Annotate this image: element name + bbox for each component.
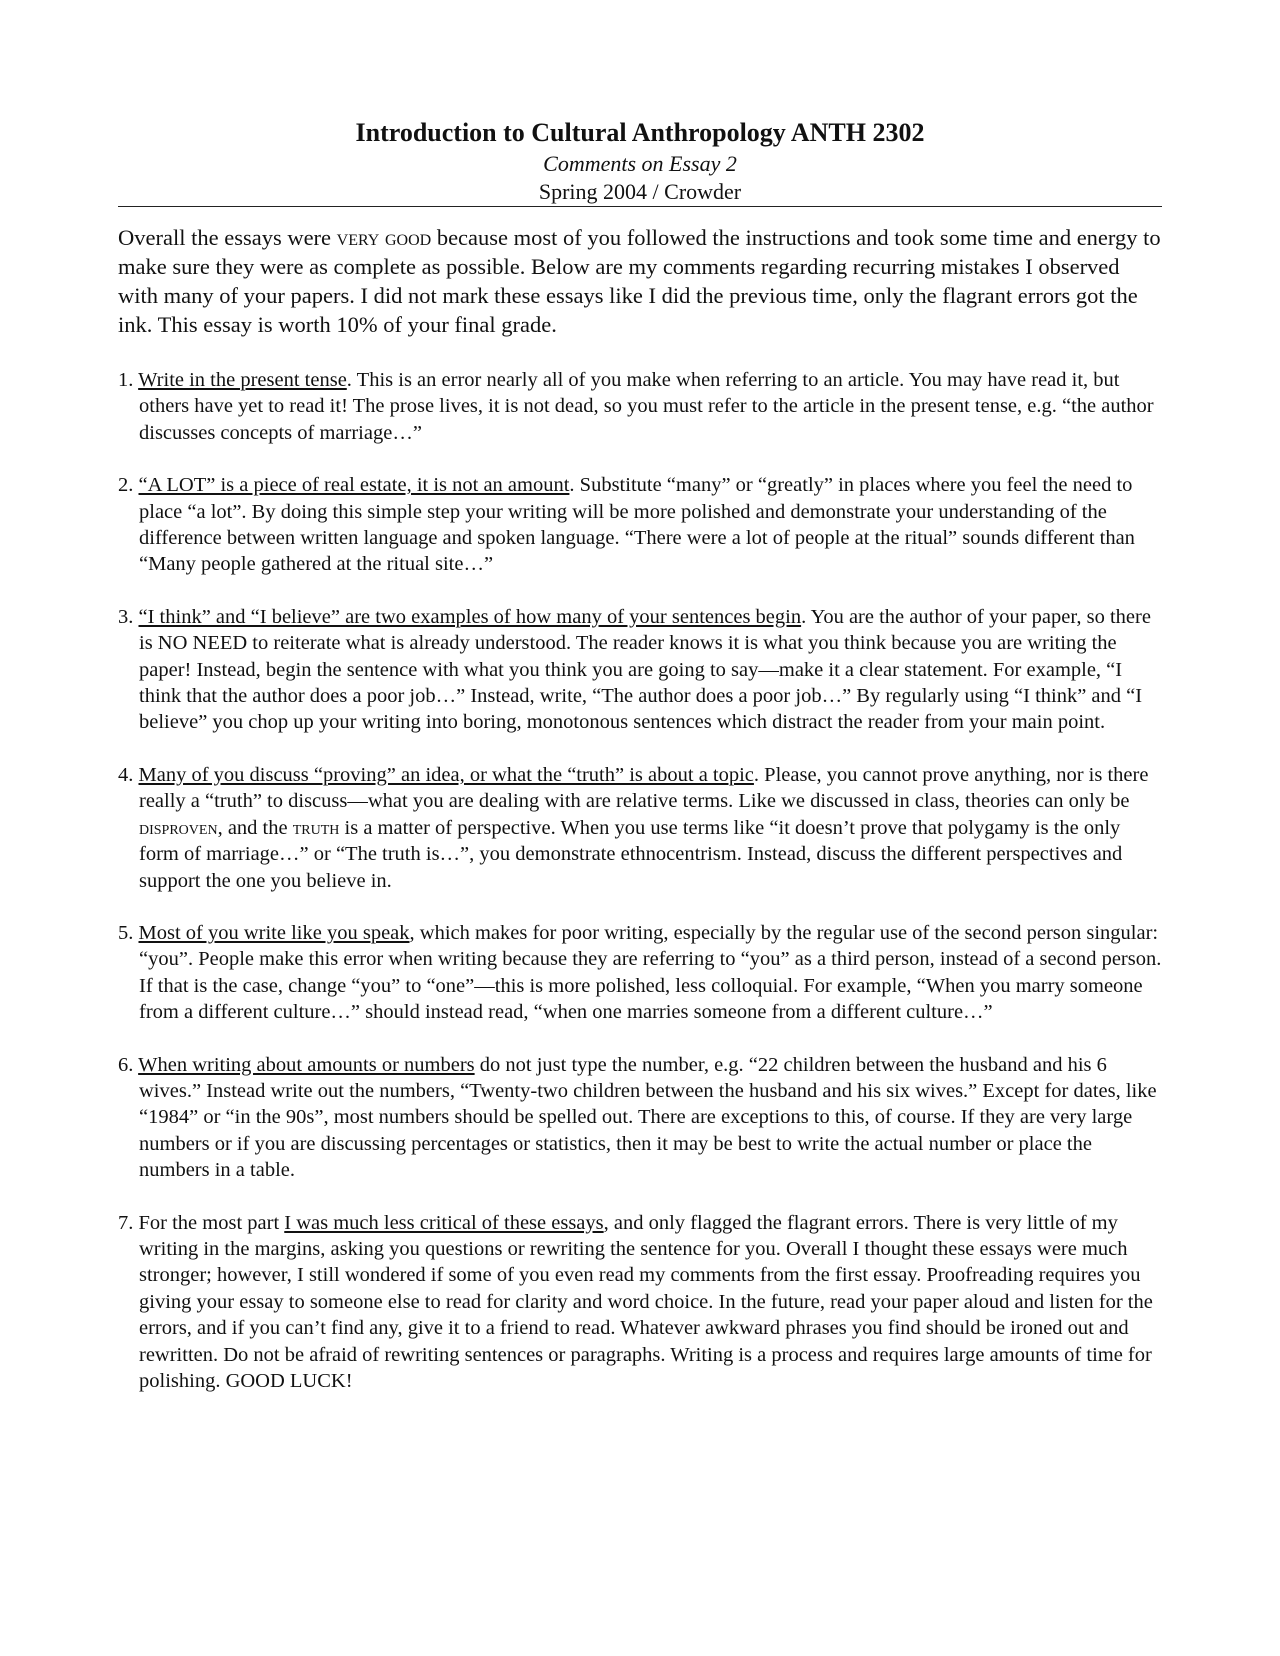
document-header — [118, 116, 1162, 206]
semester-line: Spring 2004 / Crowder — [538, 179, 742, 204]
intro-text-start: Overall the essays were — [118, 225, 337, 250]
comment-item-4 — [118, 762, 1162, 894]
comment-body: , and the — [217, 816, 293, 839]
comment-item-3 — [118, 604, 1162, 736]
comment-number: 3. — [118, 605, 139, 628]
comment-heading: Many of you discuss “proving” an idea, or what the “truth” is about a topic — [138, 763, 754, 786]
comments-list — [118, 367, 1162, 1394]
document-subtitle: Comments on Essay 2 — [543, 151, 737, 176]
comment-emphasis-disproven: disproven — [139, 816, 218, 839]
comment-body: . Please, you cannot prove anything, nor is there really a “truth” to discuss—what you are dealing with are relative terms. Like we discussed in class, theories can only be — [139, 763, 1149, 813]
comment-number: 4. — [118, 763, 139, 786]
comment-body: , and only flagged the flagrant errors. There is very little of my writing in the margins, asking you questions or rewriting the sentence for you. Overall I thought these essays were much stronger; however, I still wondered if some of you even read my comments from the first essay. Proofreading requires you giving your essay to someone else to read for clarity and word choice. In the future, read your paper aloud and listen for the errors, and if you can’t find any, give it to a friend to read. Whatever awkward phrases you find should be ironed out and rewritten. Do not be afraid of rewriting sentences or paragraphs. Writing is a process and requires large amounts of time for polishing. GOOD LUCK! — [139, 1211, 1153, 1392]
comment-item-7 — [118, 1210, 1162, 1395]
intro-emphasis: very good — [336, 225, 432, 250]
comment-body: . Substitute “many” or “greatly” in places where you feel the need to place “a lot”. By doing this simple step your writing will be more polished and demonstrate your understanding of the difference between written language and spoken language. “There were a lot of people at the ritual” sounds different than “Many people gathered at the ritual site…” — [139, 474, 1135, 576]
comment-number: 5. — [118, 921, 139, 944]
comment-item-2 — [118, 472, 1162, 578]
comment-item-6 — [118, 1052, 1162, 1184]
comment-item-5 — [118, 920, 1162, 1026]
comment-heading: When writing about amounts or numbers — [138, 1053, 475, 1076]
intro-paragraph — [118, 223, 1162, 339]
comment-number: 6. — [118, 1053, 139, 1076]
intro-text-end: because most of you followed the instructions and took some time and energy to make sure they were as complete as possible. Below are my comments regarding recurring mistakes I observed with many of your papers. I did not mark these essays like I did the previous time, only the flagrant errors got the ink. This essay is worth 10% of your final grade. — [118, 225, 1161, 337]
comment-body: , which makes for poor writing, especially by the regular use of the second person singular: “you”. People make this error when writing because they are referring to “you” as a third person, instead of a second person. If that is the case, change “you” to “one”—this is more polished, less colloquial. For example, “When you marry someone from a different culture…” should instead read, “when one marries someone from a different culture…” — [139, 921, 1162, 1024]
comment-heading: Most of you write like you speak — [138, 921, 410, 944]
comment-item-1 — [118, 367, 1162, 446]
header-divider — [118, 206, 1162, 207]
comment-heading: “A LOT” is a piece of real estate, it is not an amount — [138, 474, 570, 497]
comment-heading: I was much less critical of these essays — [284, 1211, 604, 1234]
document-title: Introduction to Cultural Anthropology ANTH 2302 — [355, 118, 925, 147]
comment-number: 7. — [118, 1211, 139, 1234]
comment-heading: “I think” and “I believe” are two examples of how many of your sentences begin — [138, 605, 802, 628]
comment-emphasis-truth: truth — [292, 816, 340, 839]
comment-body: . You are the author of your paper, so there is NO NEED to reiterate what is already understood. The reader knows it is what you think because you are writing the paper! Instead, begin the sentence with what you think you are going to say—make it a clear statement. For example, “I think that the author does a poor job…” Instead, write, “The author does a poor job…” By regularly using “I think” and “I believe” you chop up your writing into boring, monotonous sentences which distract the reader from your main point. — [139, 605, 1151, 734]
comment-body: . This is an error nearly all of you make when referring to an article. You may have read it, but others have yet to read it! The prose lives, it is not dead, so you must refer to the article in the present tense, e.g. “the author discusses concepts of marriage…” — [139, 369, 1154, 444]
comment-body: do not just type the number, e.g. “22 children between the husband and his 6 wives.” Instead write out the numbers, “Twenty-two children between the husband and his six wives.” Except for dates, like “1984” or “in the 90s”, most numbers should be spelled out. There are exceptions to this, of course. If they are very large numbers or if you are discussing percentages or statistics, then it may be best to write the actual number or place the numbers in a table. — [139, 1053, 1157, 1182]
comment-number: 1. — [118, 369, 139, 391]
document-page — [118, 116, 1162, 1420]
comment-number: 2. — [118, 474, 139, 497]
comment-lead-in: For the most part — [138, 1211, 285, 1234]
comment-body: is a matter of perspective. When you use terms like “it doesn’t prove that polygamy is the only form of marriage…” or “The truth is…”, you demonstrate ethnocentrism. Instead, discuss the different perspectives and support the one you believe in. — [139, 816, 1123, 892]
comment-heading: Write in the present tense — [138, 369, 347, 391]
